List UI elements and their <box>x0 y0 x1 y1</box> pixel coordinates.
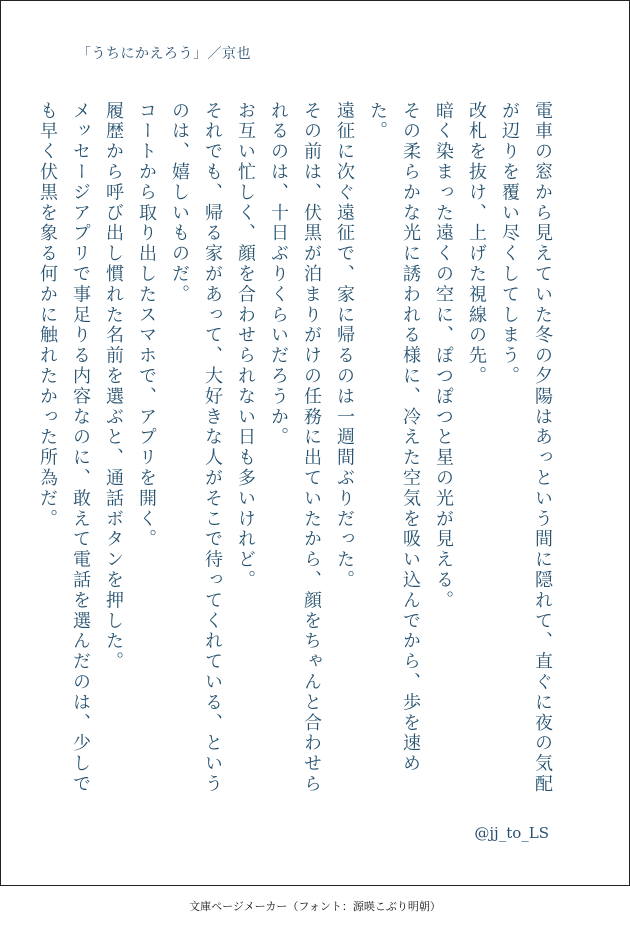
paragraph: それでも、帰る家があって、大好きな人がそこで待ってくれている、というのは、嬉しいものだ。 <box>169 101 223 795</box>
paragraph: その前は、伏黒が泊まりがけの任務に出ていたから、顔をちゃんと合わせられるのは、十日ぶりくらいだろうか。 <box>268 101 322 795</box>
author-handle: @jj_to_LS <box>474 824 549 842</box>
paragraph: 履歴から呼び出し慣れた名前を選ぶと、通話ボタンを押した。 <box>103 101 124 673</box>
paragraph: その柔らかな光に誘われる様に、冷えた空気を吸い込んでから、歩を速めた。 <box>367 101 421 775</box>
generator-credit: 文庫ページメーカー（フォント：源暎こぶり明朝） <box>189 900 441 913</box>
paragraph: 電車の窓から見えていた冬の夕陽はあっという間に隠れて、直ぐに夜の気配が辺りを覆い尽くしてしまう。 <box>499 101 553 795</box>
paragraph: 暗く染まった遠くの空に、ぽつぽつと星の光が見える。 <box>433 101 454 611</box>
paragraph: コートから取り出したスマホで、アプリを開く。 <box>136 101 157 550</box>
story-title: 「うちにかえろう」／京也 <box>77 46 251 62</box>
paragraph: 遠征に次ぐ遠征で、家に帰るのは一週間ぶりだった。 <box>334 101 355 591</box>
paragraph: メッセージアプリで事足りる内容なのに、敢えて電話を選んだのは、少しでも早く伏黒を象る何かに触れたかった所為だ。 <box>37 101 91 795</box>
paragraph: お互い忙しく、顔を合わせられない日も多いけれど。 <box>235 101 256 591</box>
paragraph: 改札を抜け、上げた視線の先。 <box>466 101 487 387</box>
story-body <box>31 101 559 801</box>
